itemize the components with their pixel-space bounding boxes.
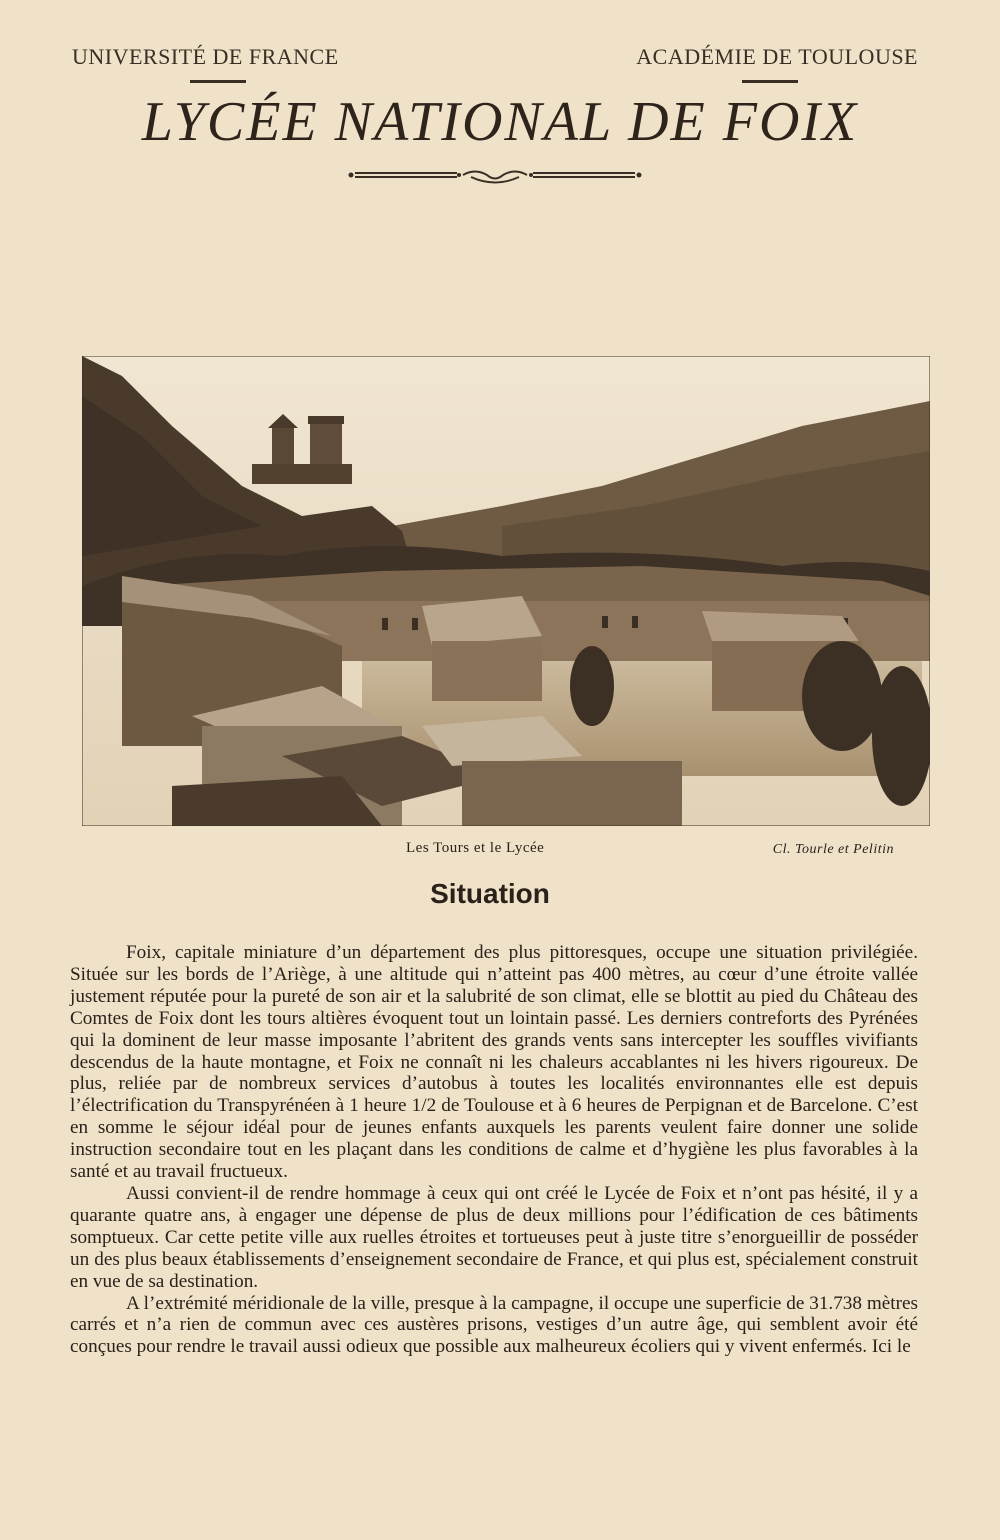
photo-caption: Les Tours et le Lycée — [406, 840, 545, 856]
paragraph-3: A l’extrémité méridionale de la ville, presque à la campagne, il occupe une superficie de 31.738 mètres carrés et n’a rien de commun avec ces austères prisons, vestiges d’un autre âge, qui semblent avoir été conçues pour rendre le travail aussi odieux que possible aux malheureux écoliers qui y vivent enfermés. Ici le — [70, 1292, 918, 1358]
paragraph-1: Foix, capitale miniature d’un département des plus pittoresques, occupe une situation privilégiée. Située sur les bords de l’Ariège, à une altitude qui n’atteint pas 400 mètres, au cœur d’une étroite vallée justement réputée pour la pureté de son air et la salubrité de son climat, elle se blottit au pied du Château des Comtes de Foix dont les tours altières évoquent tout un lointain passé. Les derniers contreforts des Pyrénées qui la dominent de leur masse imposante l’abritent des grands vents sans intercepter les souffles vivifiants descendus de la haute montagne, et Foix ne connaît ni les chaleurs accablantes ni les hivers rigoureux. De plus, reliée par de nombreux services d’autobus à toutes les localités environnantes elle est depuis l’électrification du Transpyrénéen à 1 heure 1/2 de Toulouse et à 6 heures de Perpignan et de Barcelone. C’est en somme le séjour idéal pour de jeunes enfants auxquels les parents veulent faire donner une solide instruction secondaire tout en les plaçant dans les conditions de calme et d’hygiène les plus favorables à la santé et au travail fructueux. — [70, 942, 918, 1183]
header-academy: ACADÉMIE DE TOULOUSE — [636, 44, 918, 69]
header-rule-right — [742, 80, 798, 83]
header-rule-left — [190, 80, 246, 83]
page-title: LYCÉE NATIONAL DE FOIX — [141, 91, 859, 153]
ornament-divider — [345, 162, 645, 188]
section-title: Situation — [430, 878, 550, 909]
photo-credit: Cl. Tourle et Pelitin — [772, 842, 894, 857]
header-university: UNIVERSITÉ DE FRANCE — [72, 44, 339, 69]
paragraph-2: Aussi convient-il de rendre hommage à ceux qui ont créé le Lycée de Foix et n’ont pas hésité, il y a quarante quatre ans, à engager une dépense de plus de deux millions pour l’édification de ces bâtiments somptueux. Car cette petite ville aux ruelles étroites et tortueuses peut à juste titre s’enorgueillir de posséder un des plus beaux établissements d’enseignement secondaire de France, et qui plus est, spécialement construit en vue de sa destination. — [70, 1182, 918, 1292]
photo-towers-and-lycee — [82, 356, 930, 826]
body-text — [70, 942, 918, 1358]
